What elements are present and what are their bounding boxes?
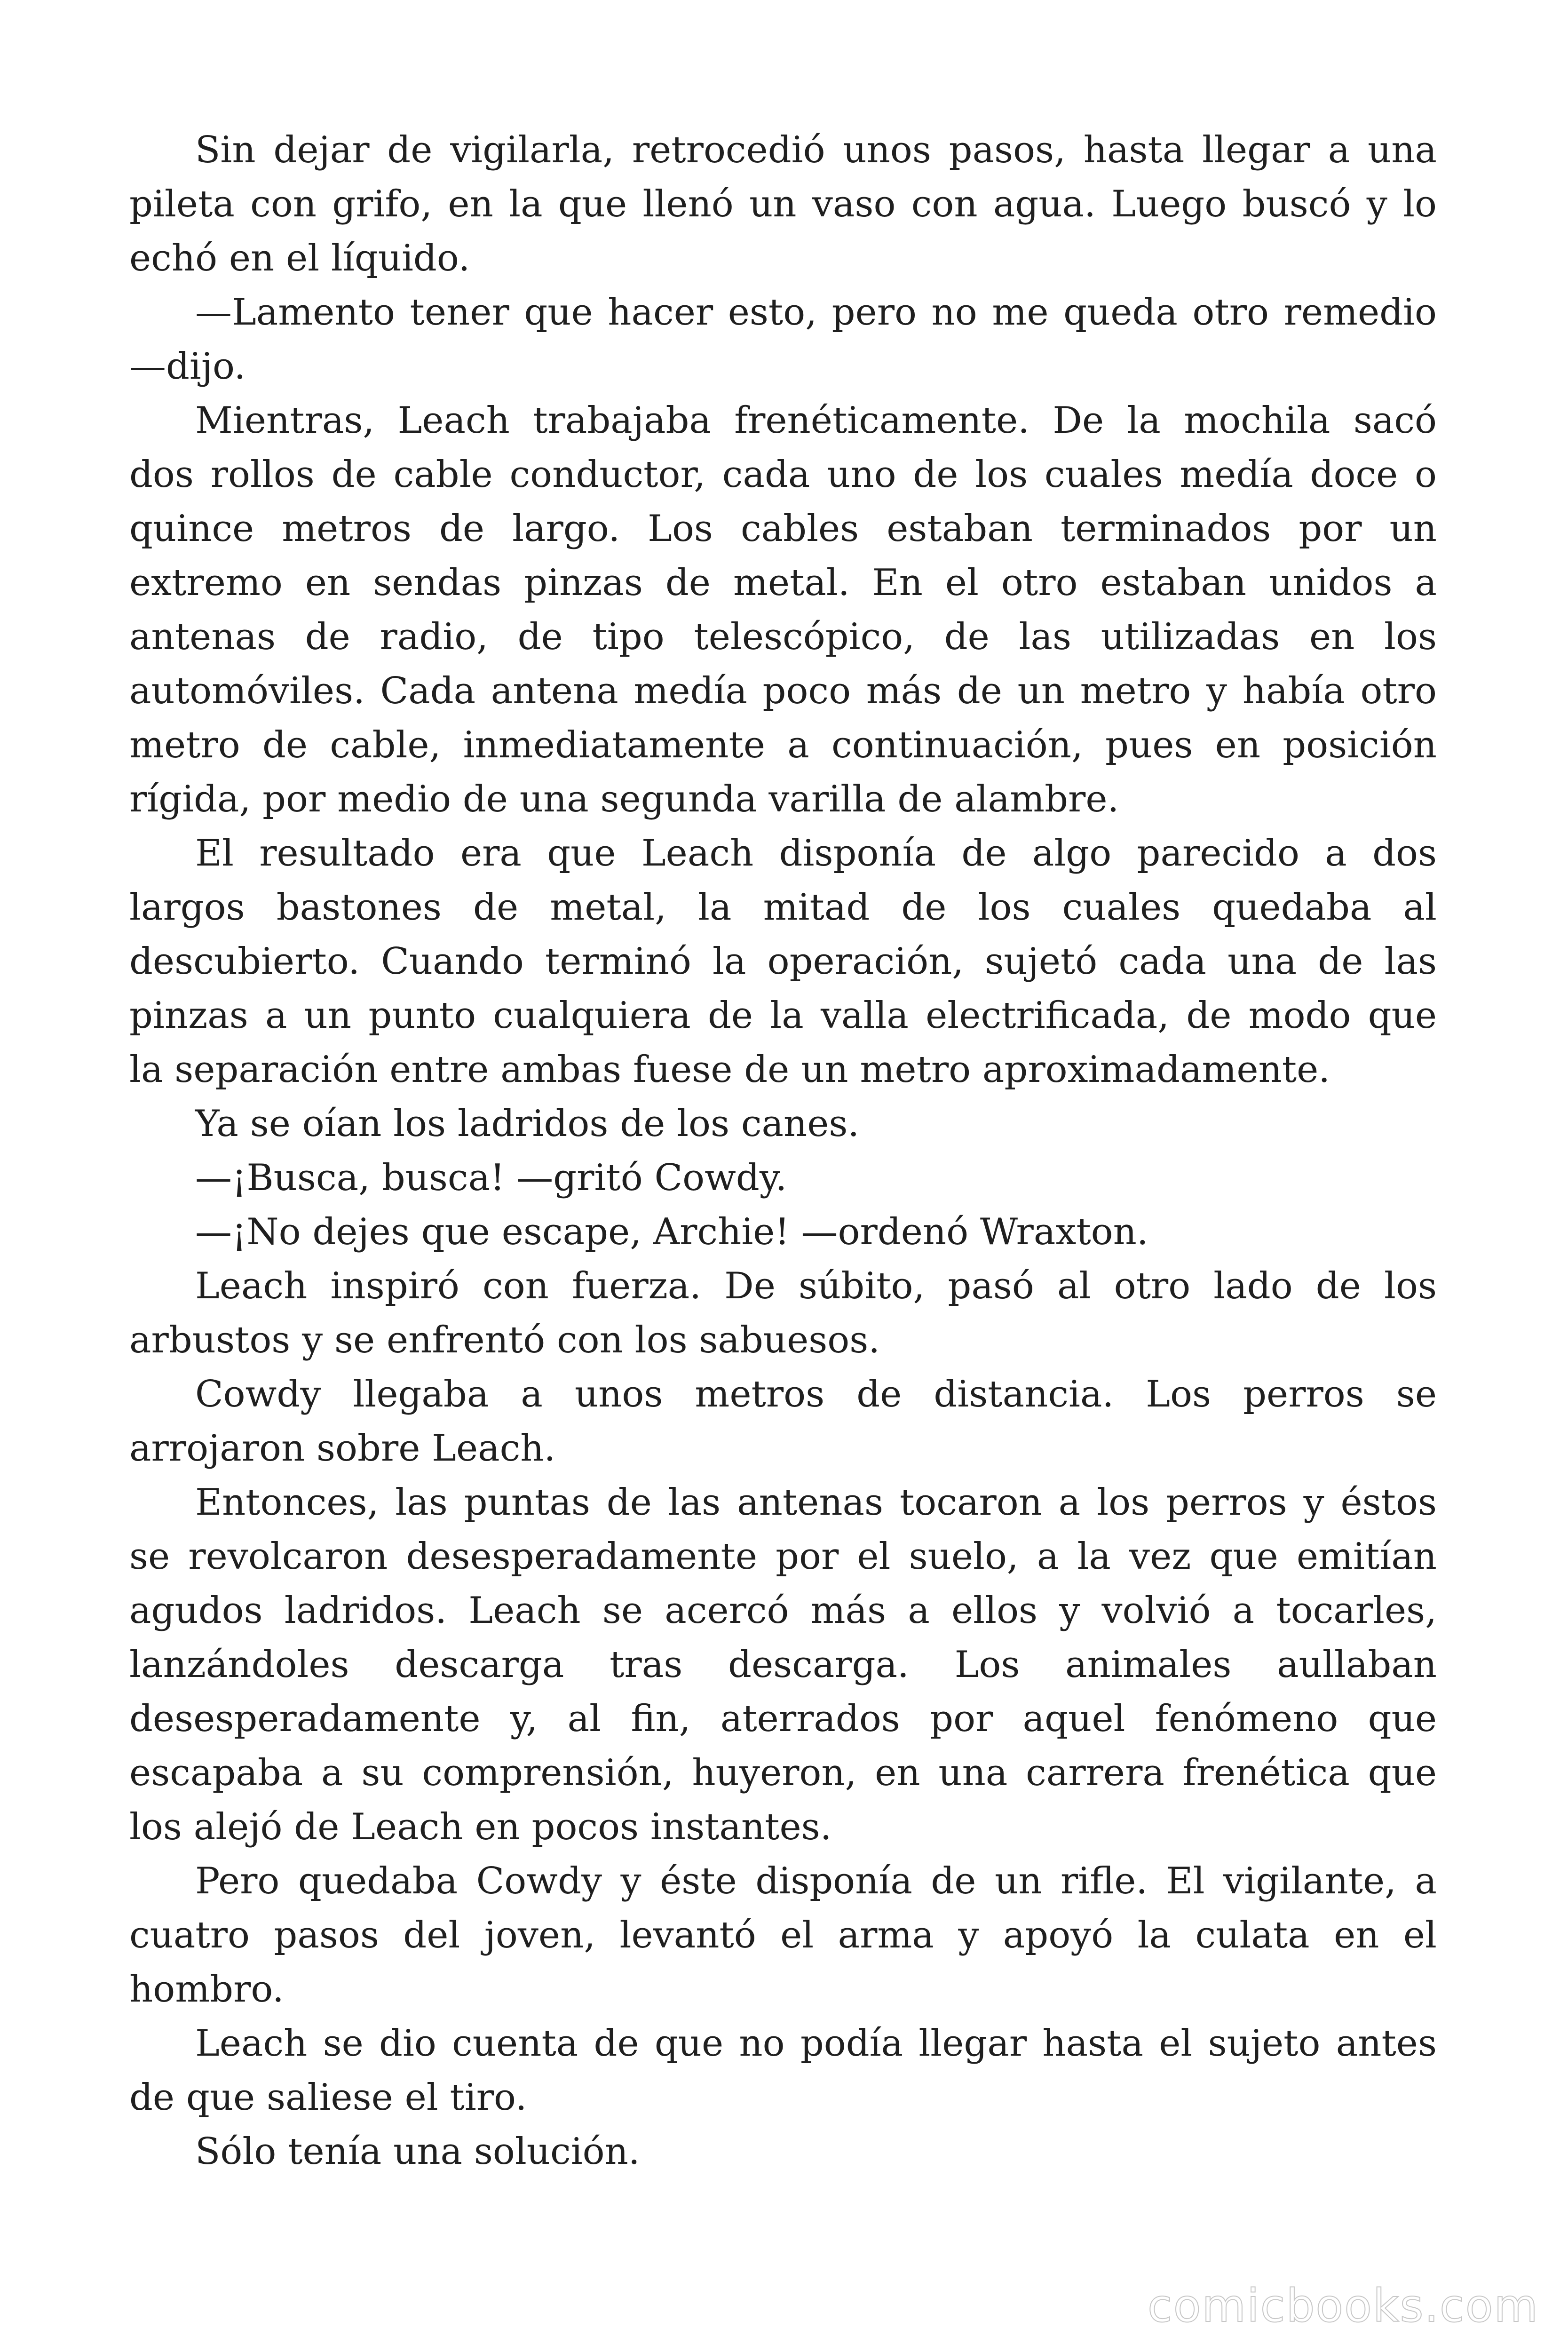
text-line: largos bastones de metal, la mitad de los cuales quedaba al <box>129 886 1437 929</box>
text-line: Leach se dio cuenta de que no podía llegar hasta el sujeto antes <box>195 2022 1437 2065</box>
text-line: desesperadamente y, al fin, aterrados por aquel fenómeno que <box>129 1698 1437 1740</box>
text-line: metro de cable, inmediatamente a continuación, pues en posición <box>129 724 1437 766</box>
text-line: dos rollos de cable conductor, cada uno de los cuales medía doce o <box>129 453 1437 496</box>
text-line: arrojaron sobre Leach. <box>129 1427 556 1470</box>
text-line: Ya se oían los ladridos de los canes. <box>195 1103 860 1145</box>
text-line: —Lamento tener que hacer esto, pero no me queda otro remedio <box>195 291 1437 334</box>
text-line: escapaba a su comprensión, huyeron, en una carrera frenética que <box>129 1752 1437 1794</box>
text-line: echó en el líquido. <box>129 237 470 279</box>
text-line: se revolcaron desesperadamente por el suelo, a la vez que emitían <box>129 1535 1437 1578</box>
text-line: Sin dejar de vigilarla, retrocedió unos pasos, hasta llegar a una <box>195 129 1437 171</box>
text-line: hombro. <box>129 1968 284 2010</box>
text-line: pinzas a un punto cualquiera de la valla electrificada, de modo que <box>129 994 1437 1037</box>
body-text <box>129 123 1437 2179</box>
text-line: la separación entre ambas fuese de un metro aproximadamente. <box>129 1049 1330 1091</box>
text-line: Pero quedaba Cowdy y éste disponía de un rifle. El vigilante, a <box>195 1860 1437 1902</box>
text-line: extremo en sendas pinzas de metal. En el otro estaban unidos a <box>129 562 1437 604</box>
text-line: descubierto. Cuando terminó la operación, sujetó cada una de las <box>129 940 1437 983</box>
watermark: comicbooks.com <box>1148 2280 1539 2332</box>
text-line: Leach inspiró con fuerza. De súbito, pasó al otro lado de los <box>195 1265 1437 1307</box>
text-line: lanzándoles descarga tras descarga. Los animales aullaban <box>129 1644 1437 1686</box>
text-line: Sólo tenía una solución. <box>195 2130 640 2173</box>
text-line: antenas de radio, de tipo telescópico, de las utilizadas en los <box>129 616 1437 658</box>
text-line: Entonces, las puntas de las antenas tocaron a los perros y éstos <box>195 1481 1437 1524</box>
text-line: rígida, por medio de una segunda varilla de alambre. <box>129 778 1119 820</box>
text-line: —dijo. <box>129 345 246 388</box>
text-line: arbustos y se enfrentó con los sabuesos. <box>129 1319 880 1361</box>
text-line: de que saliese el tiro. <box>129 2076 527 2119</box>
text-line: agudos ladridos. Leach se acercó más a ellos y volvió a tocarles, <box>129 1589 1437 1632</box>
text-line: pileta con grifo, en la que llenó un vaso con agua. Luego buscó y lo <box>129 183 1437 225</box>
text-line: los alejó de Leach en pocos instantes. <box>129 1806 832 1848</box>
text-line: cuatro pasos del joven, levantó el arma y apoyó la culata en el <box>129 1914 1437 1956</box>
text-line: automóviles. Cada antena medía poco más de un metro y había otro <box>129 670 1437 712</box>
text-line: Mientras, Leach trabajaba frenéticamente. De la mochila sacó <box>195 399 1437 442</box>
text-line: El resultado era que Leach disponía de algo parecido a dos <box>195 832 1437 874</box>
text-line: —¡Busca, busca! —gritó Cowdy. <box>195 1157 787 1199</box>
text-line: —¡No dejes que escape, Archie! —ordenó Wraxton. <box>195 1211 1148 1253</box>
text-line: Cowdy llegaba a unos metros de distancia. Los perros se <box>195 1373 1437 1415</box>
text-line: quince metros de largo. Los cables estaban terminados por un <box>129 508 1437 550</box>
